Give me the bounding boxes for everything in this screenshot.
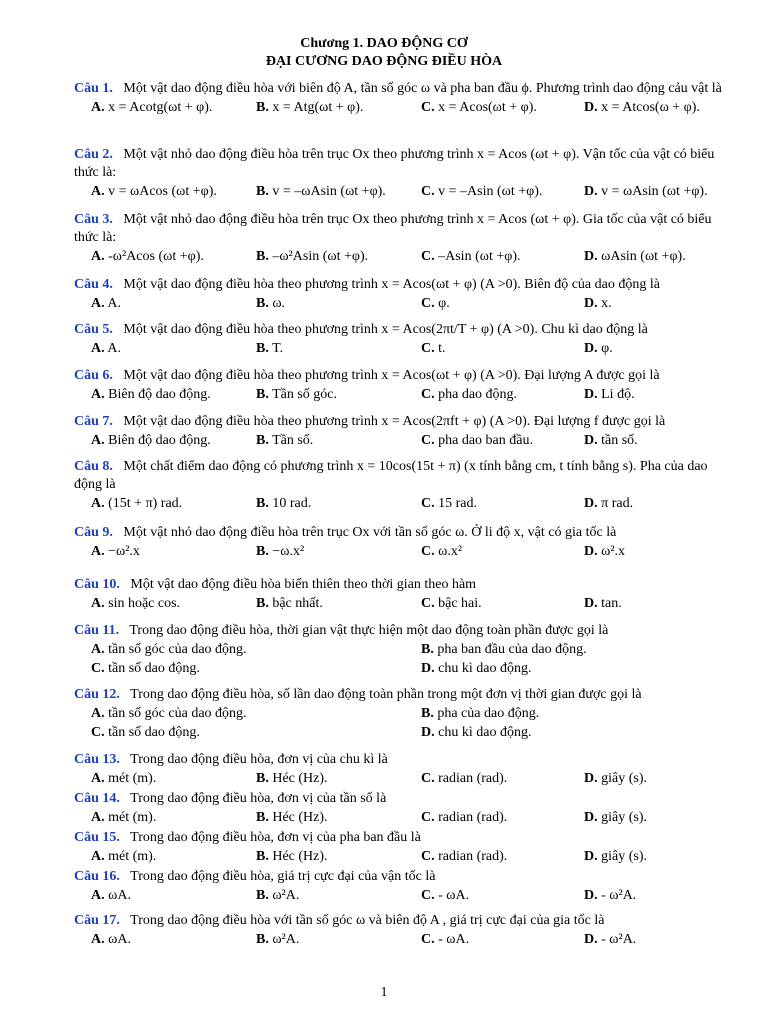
option-d	[584, 385, 635, 404]
option-letter: C.	[421, 296, 435, 311]
option-text: Héc (Hz).	[272, 849, 328, 864]
option-letter: D.	[584, 849, 598, 864]
options-row	[74, 723, 734, 742]
option-letter: B.	[256, 771, 269, 786]
option-letter: A.	[91, 888, 105, 903]
option-text: ω²A.	[272, 888, 300, 903]
option-a	[91, 808, 156, 827]
option-text: tần số.	[601, 433, 638, 448]
option-text: chu kì dao động.	[438, 725, 532, 740]
question-number: Câu 16.	[74, 869, 120, 884]
question-number: Câu 12.	[74, 687, 120, 702]
option-letter: A.	[91, 642, 105, 657]
option-b	[256, 542, 304, 561]
question-stem	[74, 276, 734, 294]
option-text: x = Acotg(ωt + φ).	[108, 100, 213, 115]
question-stem	[74, 524, 734, 542]
option-a	[91, 542, 140, 561]
option-letter: D.	[584, 341, 598, 356]
option-letter: A.	[91, 249, 105, 264]
option-text: ω.x²	[438, 544, 463, 559]
question-2	[74, 146, 734, 201]
option-c	[421, 431, 533, 450]
option-b	[421, 704, 539, 723]
question-number: Câu 8.	[74, 459, 113, 474]
question-text: Một vật dao động điều hòa theo phương trình x = Acos(2πft + φ) (A >0). Đại lượng f được gọi là	[123, 414, 666, 429]
options-row	[74, 930, 734, 949]
option-text: ωA.	[108, 932, 131, 947]
option-letter: B.	[256, 888, 269, 903]
option-text: Héc (Hz).	[272, 810, 328, 825]
option-text: –ω²Asin (ωt +φ).	[272, 249, 369, 264]
option-letter: D.	[584, 296, 598, 311]
options-row	[74, 294, 734, 313]
option-text: mét (m).	[108, 849, 157, 864]
option-d	[584, 886, 636, 905]
option-c	[421, 182, 542, 201]
question-10	[74, 576, 734, 613]
page-number: 1	[380, 985, 388, 1000]
option-text: giây (s).	[601, 849, 648, 864]
question-8	[74, 458, 734, 513]
question-number: Câu 17.	[74, 913, 120, 928]
option-letter: C.	[421, 544, 435, 559]
option-text: radian (rad).	[438, 810, 508, 825]
option-letter: D.	[584, 544, 598, 559]
option-text: −ω².x	[108, 544, 140, 559]
question-number: Câu 1.	[74, 81, 113, 96]
option-letter: A.	[91, 771, 105, 786]
question-text: Trong dao động điều hòa, thời gian vật thực hiện một dao động toàn phần được gọi là	[129, 623, 609, 638]
option-d	[584, 182, 708, 201]
question-14	[74, 790, 734, 827]
question-stem	[74, 622, 734, 640]
question-number: Câu 5.	[74, 322, 113, 337]
option-text: A.	[107, 296, 121, 311]
option-b	[256, 594, 323, 613]
option-a	[91, 886, 131, 905]
option-letter: D.	[584, 387, 598, 402]
options-row	[74, 247, 734, 266]
option-c	[421, 247, 520, 266]
option-text: ω².x	[601, 544, 626, 559]
question-number: Câu 2.	[74, 147, 113, 162]
question-stem	[74, 146, 734, 182]
option-letter: A.	[91, 544, 105, 559]
option-text: tan.	[601, 596, 622, 611]
option-b	[256, 431, 313, 450]
option-c	[421, 769, 507, 788]
option-d	[421, 723, 531, 742]
option-text: - ωA.	[438, 888, 470, 903]
option-letter: B.	[256, 387, 269, 402]
option-letter: C.	[421, 184, 435, 199]
question-text: Một vật dao động điều hòa theo phương trình x = Acos(2πt/T + φ) (A >0). Chu kì dao động là	[123, 322, 648, 337]
option-c	[421, 339, 446, 358]
option-text: x = Atcos(ω + φ).	[601, 100, 700, 115]
chapter-title: Chương 1. DAO ĐỘNG CƠ	[300, 36, 468, 51]
option-text: x = Atg(ωt + φ).	[272, 100, 364, 115]
option-text: ω.	[272, 296, 286, 311]
question-text: Một vật nhỏ dao động điều hòa trên trục Ox với tần số góc ω. Ở li độ x, vật có gia tốc là	[123, 525, 617, 540]
question-stem	[74, 321, 734, 339]
option-text: sin hoặc cos.	[108, 596, 181, 611]
option-text: T.	[272, 341, 284, 356]
question-text: Trong dao động điều hòa, đơn vị của tần số là	[130, 791, 387, 806]
question-stem	[74, 413, 734, 431]
option-text: v = –ωAsin (ωt +φ).	[272, 184, 386, 199]
question-stem	[74, 829, 734, 847]
option-letter: C.	[421, 849, 435, 864]
option-letter: A.	[91, 596, 105, 611]
options-row	[74, 704, 734, 723]
option-c	[421, 294, 450, 313]
question-text: Một chất điểm dao động có phương trình x = 10cos(15t + π) (x tính bằng cm, t tính bằng s). Pha của dao động là	[74, 459, 708, 492]
option-text: - ω²A.	[601, 888, 637, 903]
question-16	[74, 868, 734, 905]
option-d	[584, 769, 647, 788]
options-row	[74, 594, 734, 613]
question-stem	[74, 751, 734, 769]
option-letter: B.	[256, 496, 269, 511]
option-letter: D.	[584, 771, 598, 786]
question-number: Câu 9.	[74, 525, 113, 540]
option-text: mét (m).	[108, 771, 157, 786]
question-stem	[74, 80, 734, 98]
option-text: giây (s).	[601, 771, 648, 786]
option-a	[91, 640, 247, 659]
option-letter: A.	[91, 496, 105, 511]
option-a	[91, 494, 182, 513]
option-letter: A.	[91, 932, 105, 947]
option-text: chu kì dao động.	[438, 661, 532, 676]
option-letter: A.	[91, 184, 105, 199]
option-b	[256, 182, 386, 201]
option-text: t.	[438, 341, 446, 356]
option-text: φ.	[601, 341, 613, 356]
option-text: radian (rad).	[438, 849, 508, 864]
option-letter: C.	[421, 433, 435, 448]
option-b	[256, 847, 328, 866]
option-text: Tần số góc.	[272, 387, 338, 402]
option-letter: D.	[584, 932, 598, 947]
option-letter: B.	[256, 544, 269, 559]
section-title: ĐẠI CƯƠNG DAO ĐỘNG ĐIỀU HÒA	[265, 54, 503, 69]
option-text: pha dao ban đầu.	[438, 433, 533, 448]
option-text: pha của dao động.	[437, 706, 540, 721]
option-d	[584, 594, 622, 613]
option-text: Biên độ dao động.	[108, 433, 211, 448]
option-letter: C.	[421, 932, 435, 947]
option-letter: D.	[584, 249, 598, 264]
question-number: Câu 15.	[74, 830, 120, 845]
option-letter: C.	[421, 387, 435, 402]
options-row	[74, 98, 734, 117]
question-text: Một vật dao động điều hòa theo phương trình x = Acos(ωt + φ) (A >0). Biên độ của dao động là	[123, 277, 660, 292]
question-number: Câu 11.	[74, 623, 120, 638]
option-a	[91, 930, 131, 949]
question-stem	[74, 912, 734, 930]
option-letter: A.	[91, 849, 105, 864]
option-letter: B.	[421, 706, 434, 721]
option-b	[256, 339, 283, 358]
option-text: mét (m).	[108, 810, 157, 825]
question-13	[74, 751, 734, 788]
option-text: ωA.	[108, 888, 131, 903]
option-letter: B.	[256, 810, 269, 825]
option-text: tần số dao động.	[108, 725, 200, 740]
option-text: - ω²A.	[601, 932, 637, 947]
option-b	[256, 98, 363, 117]
options-row	[74, 182, 734, 201]
question-1	[74, 80, 734, 117]
option-text: tần số góc của dao động.	[108, 642, 247, 657]
option-letter: B.	[256, 249, 269, 264]
option-letter: D.	[584, 496, 598, 511]
option-letter: B.	[256, 596, 269, 611]
question-4	[74, 276, 734, 313]
options-row	[74, 339, 734, 358]
option-c	[91, 659, 200, 678]
option-d	[584, 294, 612, 313]
option-d	[421, 659, 531, 678]
question-12	[74, 686, 734, 742]
question-text: Một vật dao động điều hòa với biên độ A, tần số góc ω và pha ban đầu ϕ. Phương trình dao động cảu vật là	[123, 81, 722, 96]
option-text: 15 rad.	[438, 496, 478, 511]
option-c	[421, 886, 469, 905]
option-letter: A.	[91, 810, 105, 825]
option-c	[91, 723, 200, 742]
option-letter: A.	[91, 341, 105, 356]
option-letter: B.	[256, 184, 269, 199]
options-row	[74, 494, 734, 513]
option-letter: B.	[256, 932, 269, 947]
option-d	[584, 494, 633, 513]
option-text: - ωA.	[438, 932, 470, 947]
option-text: −ω.x²	[272, 544, 305, 559]
option-letter: C.	[421, 810, 435, 825]
option-text: π rad.	[601, 496, 634, 511]
option-c	[421, 494, 477, 513]
option-text: 10 rad.	[272, 496, 312, 511]
option-letter: C.	[421, 341, 435, 356]
options-row	[74, 385, 734, 404]
option-b	[256, 494, 311, 513]
option-d	[584, 431, 638, 450]
options-row	[74, 640, 734, 659]
option-letter: B.	[256, 433, 269, 448]
option-b	[256, 247, 368, 266]
options-row	[74, 886, 734, 905]
question-text: Trong dao động điều hòa, số lần dao động toàn phần trong một đơn vị thời gian được gọi là	[130, 687, 642, 702]
option-c	[421, 808, 507, 827]
options-row	[74, 847, 734, 866]
option-letter: A.	[91, 387, 105, 402]
question-text: Trong dao động điều hòa với tần số góc ω và biên độ A , giá trị cực đại của gia tốc là	[130, 913, 605, 928]
option-letter: D.	[584, 100, 598, 115]
option-text: Héc (Hz).	[272, 771, 328, 786]
question-number: Câu 14.	[74, 791, 120, 806]
option-letter: C.	[421, 596, 435, 611]
option-d	[584, 339, 613, 358]
question-text: Một vật dao động điều hòa theo phương trình x = Acos(ωt + φ) (A >0). Đại lượng A được gọi là	[123, 368, 660, 383]
option-letter: C.	[421, 496, 435, 511]
option-a	[91, 431, 211, 450]
question-number: Câu 6.	[74, 368, 113, 383]
option-text: pha dao động.	[438, 387, 518, 402]
option-a	[91, 294, 121, 313]
option-letter: D.	[421, 661, 435, 676]
question-7	[74, 413, 734, 450]
option-letter: A.	[91, 100, 105, 115]
question-9	[74, 524, 734, 561]
option-letter: B.	[256, 100, 269, 115]
option-c	[421, 385, 517, 404]
option-c	[421, 594, 482, 613]
question-stem	[74, 576, 734, 594]
question-text: Một vật nhỏ dao động điều hòa trên trục Ox theo phương trình x = Acos (ωt + φ). Gia tốc của vật có biểu thức là:	[74, 212, 712, 245]
question-number: Câu 10.	[74, 577, 120, 592]
question-stem	[74, 211, 734, 247]
question-number: Câu 7.	[74, 414, 113, 429]
question-stem	[74, 686, 734, 704]
option-letter: C.	[421, 771, 435, 786]
option-text: giây (s).	[601, 810, 648, 825]
option-a	[91, 385, 211, 404]
question-text: Một vật nhỏ dao động điều hòa trên trục Ox theo phương trình x = Acos (ωt + φ). Vận tốc của vật có biểu thức là:	[74, 147, 715, 180]
option-letter: A.	[91, 296, 105, 311]
option-letter: D.	[584, 433, 598, 448]
question-number: Câu 4.	[74, 277, 113, 292]
question-11	[74, 622, 734, 678]
option-d	[584, 98, 700, 117]
question-stem	[74, 367, 734, 385]
option-letter: C.	[91, 725, 105, 740]
option-text: Li độ.	[601, 387, 635, 402]
option-letter: C.	[421, 249, 435, 264]
option-text: A.	[107, 341, 121, 356]
option-d	[584, 808, 647, 827]
question-stem	[74, 790, 734, 808]
question-text: Một vật dao động điều hòa biến thiên theo thời gian theo hàm	[130, 577, 477, 592]
question-17	[74, 912, 734, 949]
option-b	[256, 886, 299, 905]
option-d	[584, 847, 647, 866]
option-b	[256, 808, 328, 827]
option-c	[421, 930, 469, 949]
option-b	[256, 294, 285, 313]
question-6	[74, 367, 734, 404]
options-row	[74, 808, 734, 827]
option-text: x.	[601, 296, 612, 311]
option-text: ωAsin (ωt +φ).	[601, 249, 686, 264]
option-text: v = ωAcos (ωt +φ).	[108, 184, 217, 199]
option-letter: B.	[256, 296, 269, 311]
option-c	[421, 98, 537, 117]
question-number: Câu 13.	[74, 752, 120, 767]
option-letter: D.	[421, 725, 435, 740]
option-letter: B.	[256, 341, 269, 356]
option-text: bậc hai.	[438, 596, 482, 611]
option-text: Tần số.	[272, 433, 314, 448]
option-a	[91, 339, 121, 358]
option-text: tần số góc của dao động.	[108, 706, 247, 721]
question-text: Trong dao động điều hòa, đơn vị của chu kì là	[130, 752, 388, 767]
option-text: x = Acos(ωt + φ).	[438, 100, 537, 115]
question-stem	[74, 868, 734, 886]
option-text: tần số dao động.	[108, 661, 200, 676]
option-a	[91, 247, 204, 266]
option-d	[584, 542, 625, 561]
option-text: v = ωAsin (ωt +φ).	[601, 184, 708, 199]
option-text: radian (rad).	[438, 771, 508, 786]
option-b	[256, 385, 337, 404]
option-a	[91, 98, 212, 117]
option-text: φ.	[438, 296, 450, 311]
option-text: -ω²Acos (ωt +φ).	[108, 249, 204, 264]
option-a	[91, 182, 217, 201]
option-letter: B.	[421, 642, 434, 657]
question-number: Câu 3.	[74, 212, 113, 227]
option-a	[91, 769, 156, 788]
question-15	[74, 829, 734, 866]
option-text: bậc nhất.	[272, 596, 323, 611]
option-text: –Asin (ωt +φ).	[438, 249, 521, 264]
option-text: pha ban đầu của dao động.	[437, 642, 587, 657]
question-3	[74, 211, 734, 266]
option-letter: D.	[584, 184, 598, 199]
option-letter: C.	[91, 661, 105, 676]
option-text: Biên độ dao động.	[108, 387, 211, 402]
option-a	[91, 704, 247, 723]
option-letter: D.	[584, 810, 598, 825]
option-text: ω²A.	[272, 932, 300, 947]
question-stem	[74, 458, 734, 494]
option-a	[91, 594, 180, 613]
option-b	[256, 769, 328, 788]
question-text: Trong dao động điều hòa, đơn vị của pha ban đầu là	[130, 830, 421, 845]
options-row	[74, 542, 734, 561]
option-a	[91, 847, 156, 866]
option-letter: A.	[91, 433, 105, 448]
question-5	[74, 321, 734, 358]
question-text: Trong dao động điều hòa, giá trị cực đại của vận tốc là	[130, 869, 436, 884]
option-c	[421, 847, 507, 866]
option-letter: B.	[256, 849, 269, 864]
option-letter: D.	[584, 888, 598, 903]
option-b	[421, 640, 587, 659]
option-letter: C.	[421, 100, 435, 115]
option-c	[421, 542, 462, 561]
option-b	[256, 930, 299, 949]
option-text: (15t + π) rad.	[108, 496, 183, 511]
option-letter: A.	[91, 706, 105, 721]
options-row	[74, 431, 734, 450]
option-text: v = –Asin (ωt +φ).	[438, 184, 543, 199]
options-row	[74, 659, 734, 678]
option-letter: C.	[421, 888, 435, 903]
option-d	[584, 930, 636, 949]
option-d	[584, 247, 686, 266]
option-letter: D.	[584, 596, 598, 611]
options-row	[74, 769, 734, 788]
